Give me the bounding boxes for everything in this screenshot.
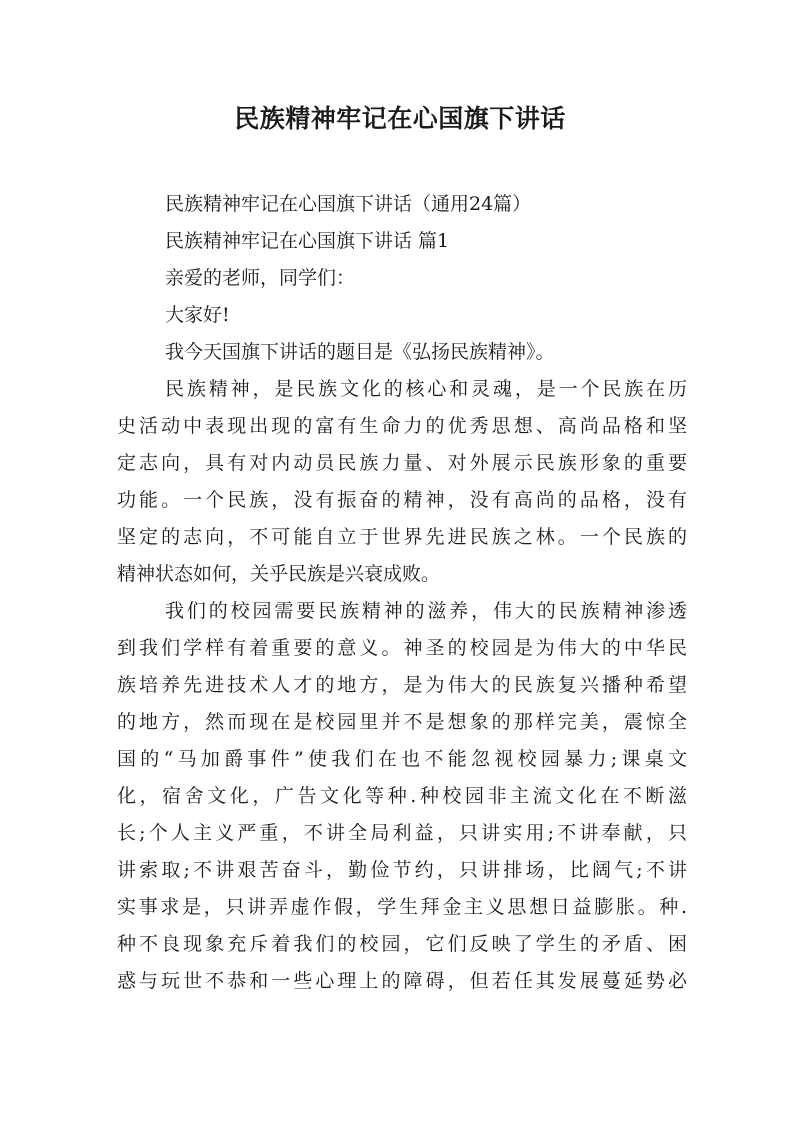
paragraph-line: 种不良现象充斥着我们的校园，它们反映了学生的矛盾、困 xyxy=(117,933,687,955)
paragraph-line: 史活动中表现出现的富有生命力的优秀思想、高尚品格和坚 xyxy=(117,415,687,437)
salutation: 亲爱的老师，同学们： xyxy=(165,267,356,289)
topic-line: 我今天国旗下讲话的题目是《弘扬民族精神》。 xyxy=(165,341,555,363)
paragraph-line: 实事求是，只讲弄虚作假，学生拜金主义思想日益膨胀。种. xyxy=(117,896,687,918)
section-heading: 民族精神牢记在心国旗下讲话 篇1 xyxy=(165,230,450,252)
paragraph-line: 民族精神，是民族文化的核心和灵魂，是一个民族在历 xyxy=(165,378,687,400)
paragraph-line: 坚定的志向，不可能自立于世界先进民族之林。一个民族的 xyxy=(117,526,687,548)
paragraph-line: 精神状态如何，关乎民族是兴衰成败。 xyxy=(117,563,441,585)
document-title: 民族精神牢记在心国旗下讲话 xyxy=(234,104,566,133)
document-body xyxy=(117,186,687,1000)
greeting: 大家好! xyxy=(165,304,230,326)
paragraph-line: 惑与玩世不恭和一些心理上的障碍，但若任其发展蔓延势必 xyxy=(117,970,687,992)
paragraph-line: 定志向，具有对内动员民族力量、对外展示民族形象的重要 xyxy=(117,452,687,474)
paragraph-1 xyxy=(117,371,687,593)
paragraph-line: 国的“马加爵事件”使我们在也不能忽视校园暴力;课桌文 xyxy=(117,748,687,770)
paragraph-line: 讲索取;不讲艰苦奋斗，勤俭节约，只讲排场，比阔气;不讲 xyxy=(117,859,687,881)
paragraph-line: 到我们学样有着重要的意义。神圣的校园是为伟大的中华民 xyxy=(117,637,687,659)
paragraph-line: 的地方，然而现在是校园里并不是想象的那样完美，震惊全 xyxy=(117,711,687,733)
paragraph-line: 功能。一个民族，没有振奋的精神，没有高尚的品格，没有 xyxy=(117,489,687,511)
subtitle-line: 民族精神牢记在心国旗下讲话（通用24篇） xyxy=(165,193,532,215)
paragraph-line: 长;个人主义严重，不讲全局利益，只讲实用;不讲奉献，只 xyxy=(117,822,687,844)
paragraph-line: 化，宿舍文化，广告文化等种.种校园非主流文化在不断滋 xyxy=(117,785,687,807)
paragraph-2 xyxy=(117,593,687,1000)
paragraph-line: 族培养先进技术人才的地方，是为伟大的民族复兴播种希望 xyxy=(117,674,687,696)
paragraph-line: 我们的校园需要民族精神的滋养，伟大的民族精神渗透 xyxy=(165,600,687,622)
